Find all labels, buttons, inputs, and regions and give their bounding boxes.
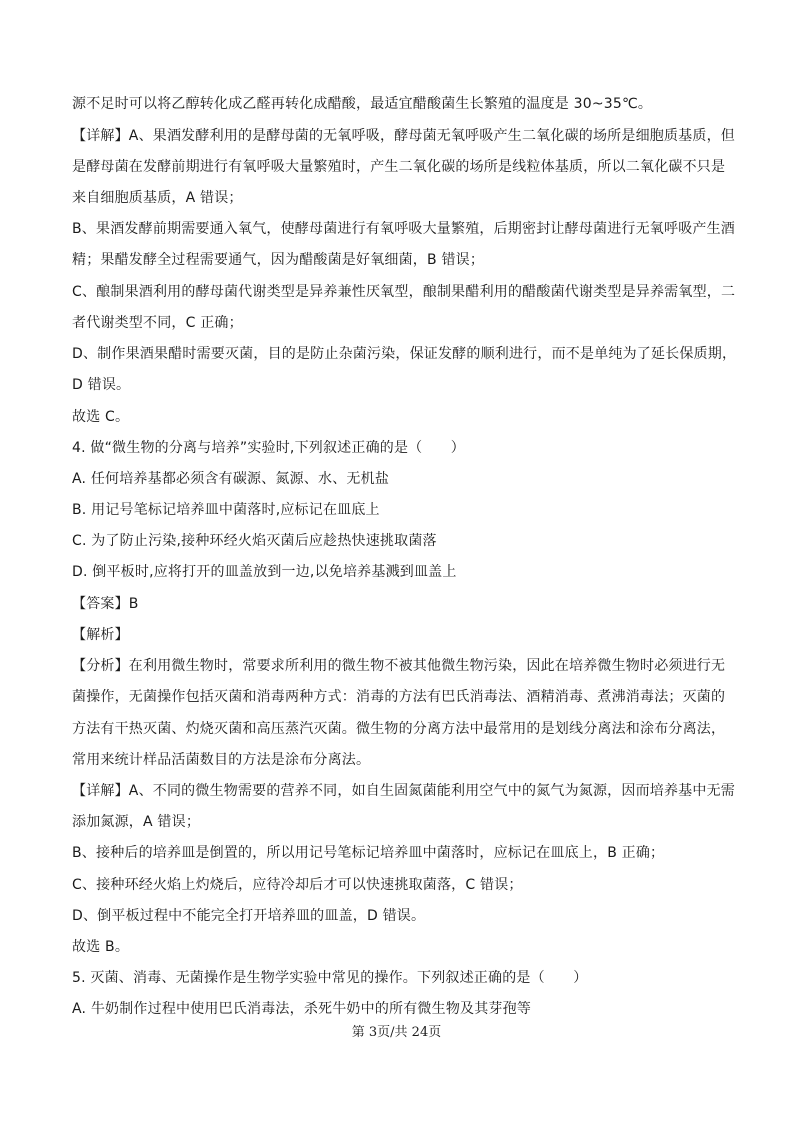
option-a: A. 任何培养基都必须含有碳源、氮源、水、无机盐 xyxy=(72,471,390,487)
text-line: 者代谢类型不同，C 正确； xyxy=(72,315,243,331)
option-d: D. 倒平板时,应将打开的皿盖放到一边,以免培养基溅到皿盖上 xyxy=(72,564,457,580)
analysis-label: 【解析】 xyxy=(72,627,129,643)
text-line: B、接种后的培养皿是倒置的，所以用记号笔标记培养皿中菌落时，应标记在皿底上，B 正确； xyxy=(72,845,665,861)
text-line: 常用来统计样品活菌数目的方法是涂布分离法。 xyxy=(72,752,371,768)
text-line: 源不足时可以将乙醇转化成乙醛再转化成醋酸，最适宜醋酸菌生长繁殖的温度是 30~35℃。 xyxy=(72,96,653,112)
text-line: D、制作果酒果醋时需要灭菌，目的是防止杂菌污染，保证发酵的顺利进行，而不是单纯为了延长保质期， xyxy=(72,346,737,362)
question-4: 4. 做“微生物的分离与培养”实验时,下列叙述正确的是（ ） xyxy=(72,440,465,456)
page-footer: 第 3页/共 24页 xyxy=(351,1025,442,1040)
text-line: 【详解】A、不同的微生物需要的营养不同，如自生固氮菌能利用空气中的氮气为氮源，因而培养基中无需 xyxy=(72,783,735,799)
text-line: D 错误。 xyxy=(72,377,131,393)
text-line: C、接种环经火焰上灼烧后，应待冷却后才可以快速挑取菌落，C 错误； xyxy=(72,877,523,893)
text-line: 来自细胞质基质，A 错误； xyxy=(72,190,243,206)
text-line: 是酵母菌在发酵前期进行有氧呼吸大量繁殖时，产生二氧化碳的场所是线粒体基质，所以二氧化碳不只是 xyxy=(72,159,726,175)
option-c: C. 为了防止污染,接种环经火焰灭菌后应趁热快速挑取菌落 xyxy=(72,533,437,549)
text-line: 【分析】在利用微生物时，常要求所利用的微生物不被其他微生物污染，因此在培养微生物时必须进行无 xyxy=(72,658,726,674)
text-line: 添加氮源，A 错误； xyxy=(72,814,201,830)
text-line: 故选 B。 xyxy=(72,939,130,955)
answer-label: 【答案】B xyxy=(72,596,139,612)
question-5: 5. 灭菌、消毒、无菌操作是生物学实验中常见的操作。下列叙述正确的是（ ） xyxy=(72,970,588,986)
text-line: 菌操作，无菌操作包括灭菌和消毒两种方式：消毒的方法有巴氏消毒法、酒精消毒、煮沸消毒法；灭菌的 xyxy=(72,689,726,705)
text-line: C、酿制果酒利用的酵母菌代谢类型是异养兼性厌氧型，酿制果醋利用的醋酸菌代谢类型是异养需氧型，二 xyxy=(72,284,736,300)
text-line: 【详解】A、果酒发酵利用的是酵母菌的无氧呼吸，酵母菌无氧呼吸产生二氧化碳的场所是细胞质基质，但 xyxy=(72,128,735,144)
text-line: 故选 C。 xyxy=(72,409,130,425)
option-b: B. 用记号笔标记培养皿中菌落时,应标记在皿底上 xyxy=(72,502,380,518)
option-a: A. 牛奶制作过程中使用巴氏消毒法，杀死牛奶中的所有微生物及其芽孢等 xyxy=(72,1001,532,1017)
text-line: D、倒平板过程中不能完全打开培养皿的皿盖，D 错误。 xyxy=(72,908,426,924)
text-line: 方法有干热灭菌、灼烧灭菌和高压蒸汽灭菌。微生物的分离方法中最常用的是划线分离法和涂布分离法， xyxy=(72,721,726,737)
text-line: 精；果醋发酵全过程需要通气，因为醋酸菌是好氧细菌，B 错误； xyxy=(72,252,485,268)
text-line: B、果酒发酵前期需要通入氧气，使酵母菌进行有氧呼吸大量繁殖，后期密封让酵母菌进行无氧呼吸产生酒 xyxy=(72,221,736,237)
